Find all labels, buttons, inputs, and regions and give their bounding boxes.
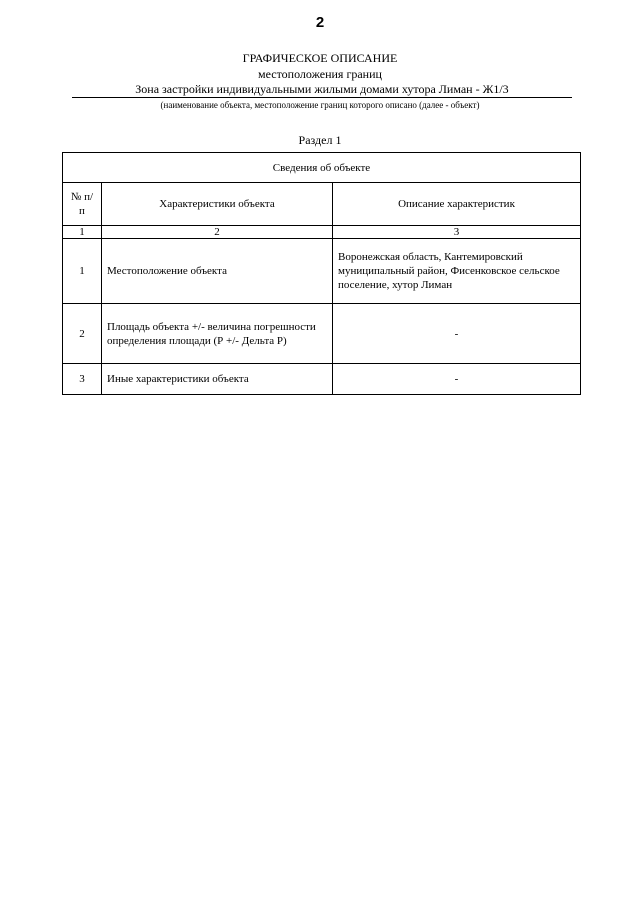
table-caption: Сведения об объекте bbox=[63, 153, 581, 183]
document-subtitle: местоположения границ bbox=[258, 67, 382, 81]
table-row bbox=[63, 364, 581, 395]
page-number: 2 bbox=[315, 14, 325, 31]
row-description: - bbox=[333, 304, 581, 364]
object-name-note: (наименование объекта, местоположение границ которого описано (далее - объект) bbox=[160, 100, 480, 110]
object-name: Зона застройки индивидуальными жилыми домами хутора Лиман - Ж1/3 bbox=[72, 82, 572, 98]
row-characteristic: Местоположение объекта bbox=[102, 239, 333, 304]
column-header-characteristic: Характеристики объекта bbox=[102, 183, 333, 226]
table-caption-row bbox=[63, 153, 581, 183]
row-characteristic: Иные характеристики объекта bbox=[102, 364, 333, 395]
row-number: 3 bbox=[63, 364, 102, 395]
document-title: ГРАФИЧЕСКОЕ ОПИСАНИЕ bbox=[242, 51, 398, 65]
column-index-1: 1 bbox=[63, 226, 102, 239]
row-description: - bbox=[333, 364, 581, 395]
row-number: 2 bbox=[63, 304, 102, 364]
column-index-2: 2 bbox=[102, 226, 333, 239]
column-header-description: Описание характеристик bbox=[333, 183, 581, 226]
table-header-row bbox=[63, 183, 581, 226]
row-description: Воронежская область, Кантемировский муниципальный район, Фисенковское сельское поселение, хутор Лиман bbox=[333, 239, 581, 304]
table-row bbox=[63, 239, 581, 304]
table-index-row bbox=[63, 226, 581, 239]
row-characteristic: Площадь объекта +/- величина погрешности определения площади (Р +/- Дельта Р) bbox=[102, 304, 333, 364]
table-row bbox=[63, 304, 581, 364]
section-title: Раздел 1 bbox=[298, 133, 342, 147]
column-index-3: 3 bbox=[333, 226, 581, 239]
column-header-number: № п/п bbox=[63, 183, 102, 226]
object-info-table bbox=[62, 152, 581, 395]
row-number: 1 bbox=[63, 239, 102, 304]
